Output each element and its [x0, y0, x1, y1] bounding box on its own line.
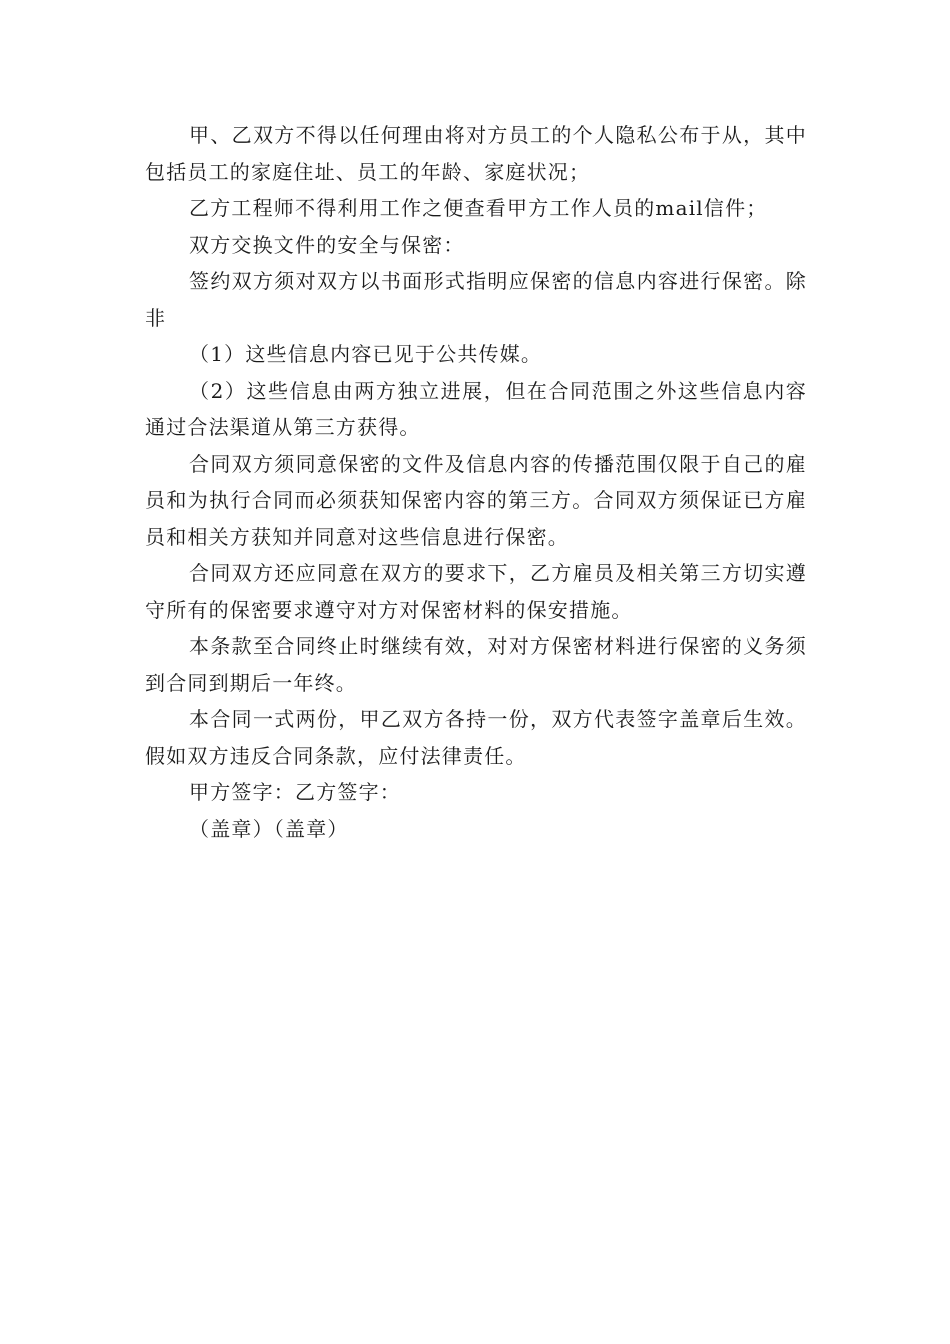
paragraph-confidentiality: 签约双方须对双方以书面形式指明应保密的信息内容进行保密。除非: [145, 269, 807, 330]
document-body: [145, 117, 807, 847]
paragraph-exception-1: （1）这些信息内容已见于公共传媒。: [189, 342, 543, 366]
paragraph-mail: 乙方工程师不得利用工作之便查看甲方工作人员的mail信件；: [189, 196, 768, 220]
paragraph-validity: 本条款至合同终止时继续有效，对对方保密材料进行保密的义务须到合同到期后一年终。: [145, 634, 807, 695]
paragraph-scope: 合同双方须同意保密的文件及信息内容的传播范围仅限于自己的雇员和为执行合同而必须获知保密内容的第三方。合同双方须保证已方雇员和相关方获知并同意对这些信息进行保密。: [145, 451, 807, 549]
paragraph-exception-2: （2）这些信息由两方独立进展，但在合同范围之外这些信息内容通过合法渠道从第三方获得。: [145, 378, 807, 439]
paragraph-signatures: 甲方签字：乙方签字：: [189, 780, 401, 804]
paragraph-seals: （盖章）（盖章）: [189, 816, 349, 841]
paragraph-section-heading: 双方交换文件的安全与保密：: [189, 232, 465, 257]
paragraph-copies: 本合同一式两份，甲乙双方各持一份，双方代表签字盖章后生效。假如双方违反合同条款，应付法律责任。: [145, 707, 807, 768]
paragraph-privacy: 甲、乙双方不得以任何理由将对方员工的个人隐私公布于从，其中包括员工的家庭住址、员工的年龄、家庭状况；: [145, 123, 807, 184]
paragraph-compliance: 合同双方还应同意在双方的要求下，乙方雇员及相关第三方切实遵守所有的保密要求遵守对方对保密材料的保安措施。: [145, 561, 807, 622]
